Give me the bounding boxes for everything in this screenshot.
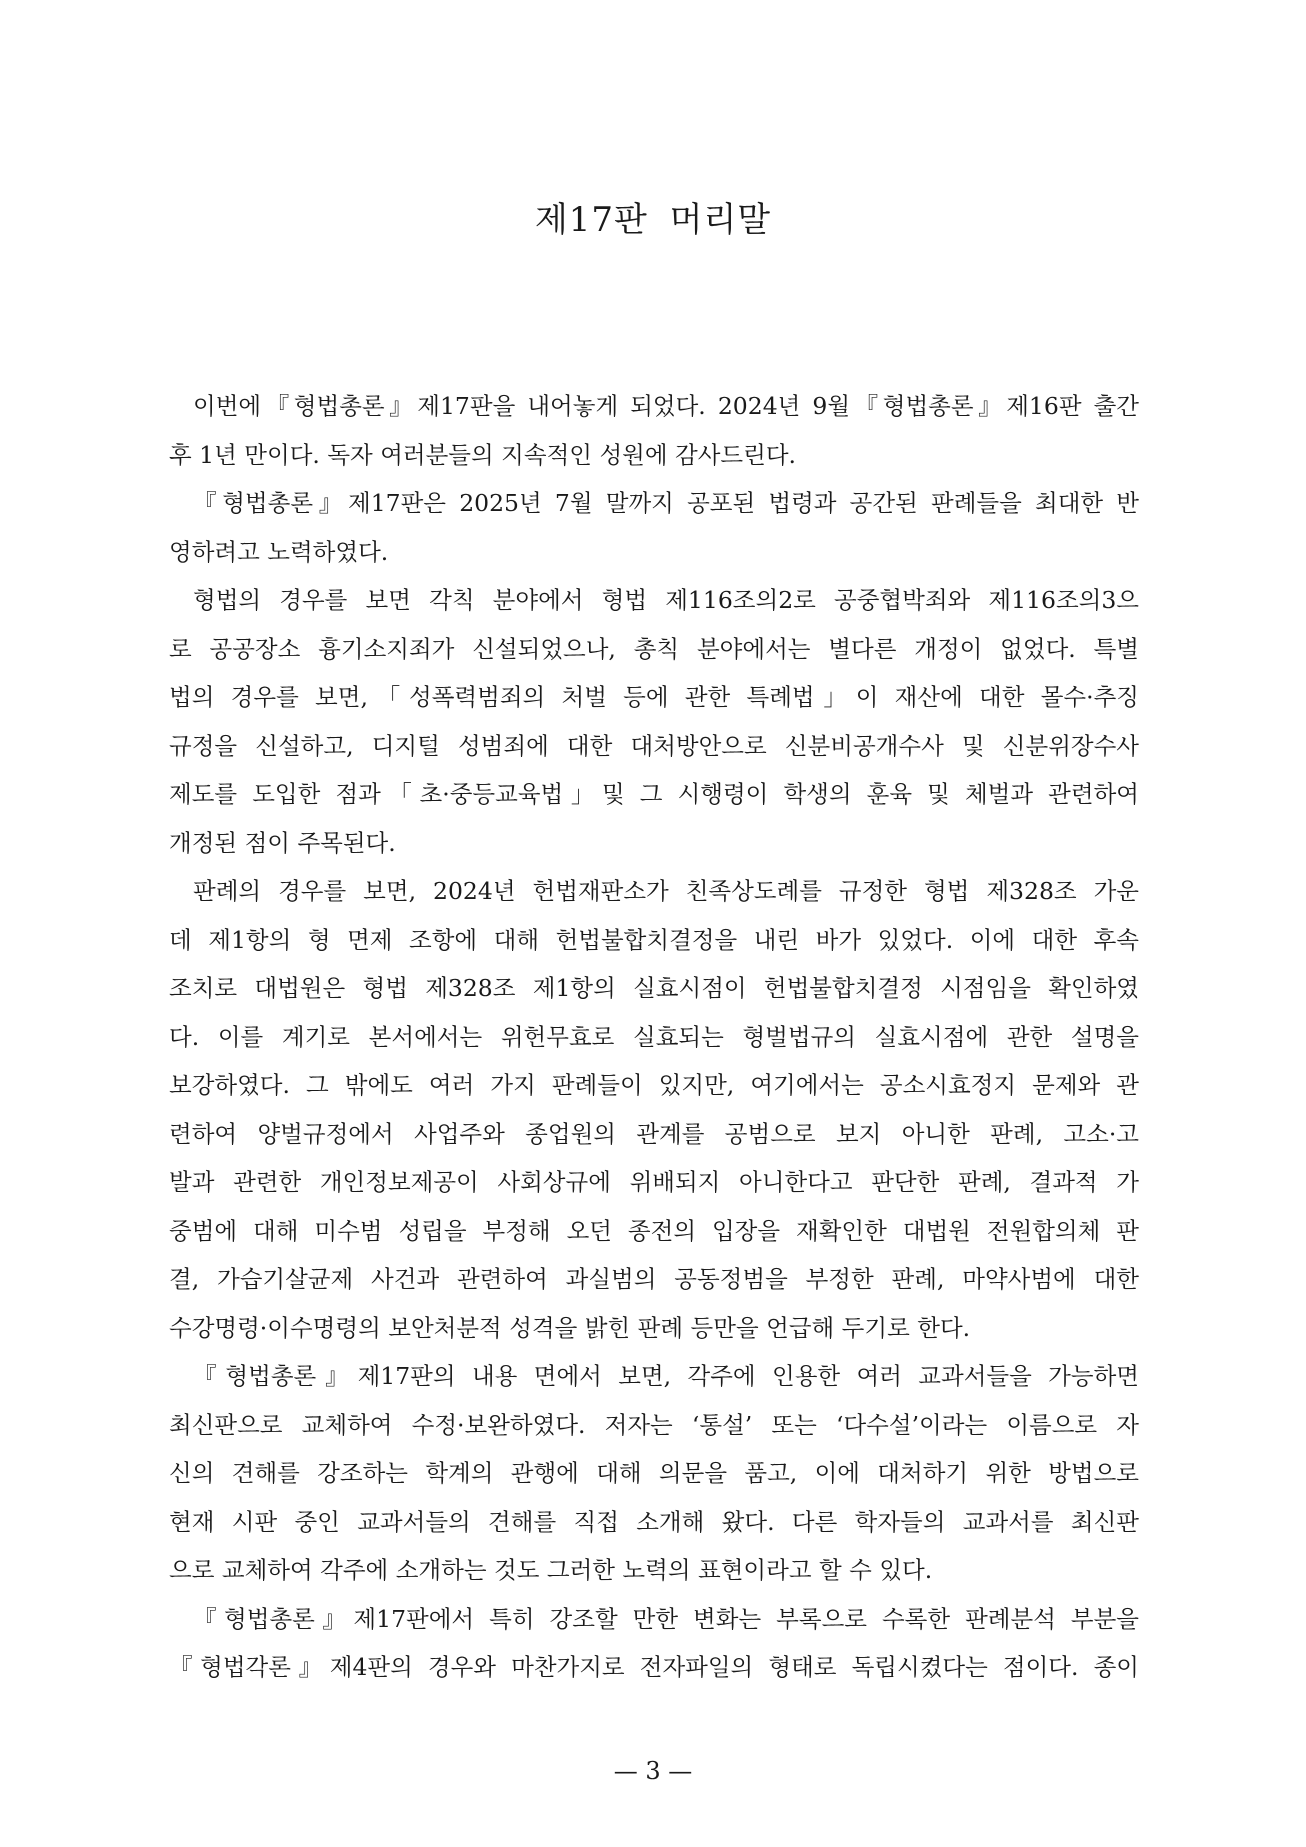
- text-line: 『형법각론』제4판의 경우와 마찬가지로 전자파일의 형태로 독립시켰다는 점이다. 종이: [169, 1653, 1139, 1681]
- text-line: 『형법총론』제17판은 2025년 7월 말까지 공포된 법령과 공간된 판례들을 최대한 반: [193, 489, 1139, 517]
- text-line: 영하려고 노력하였다.: [169, 537, 389, 566]
- text-line: 『형법총론』제17판에서 특히 강조할 만한 변화는 부록으로 수록한 판례분석 부분을: [193, 1604, 1139, 1633]
- text-line: 로 공공장소 흉기소지죄가 신설되었으나, 총칙 분야에서는 별다른 개정이 없었다. 특별: [169, 634, 1139, 663]
- text-line: 규정을 신설하고, 디지털 성범죄에 대한 대처방안으로 신분비공개수사 및 신분위장수사: [169, 731, 1139, 760]
- text-line: 다. 이를 계기로 본서에서는 위헌무효로 실효되는 형벌법규의 실효시점에 관한 설명을: [169, 1022, 1139, 1051]
- text-line: 신의 견해를 강조하는 학계의 관행에 대해 의문을 품고, 이에 대처하기 위한 방법으로: [169, 1459, 1139, 1487]
- text-line: 데 제1항의 형 면제 조항에 대해 헌법불합치결정을 내린 바가 있었다. 이에 대한 후속: [169, 925, 1139, 954]
- text-line: 최신판으로 교체하여 수정·보완하였다. 저자는 ‘통설’ 또는 ‘다수설’이라는 이름으로 자: [169, 1410, 1139, 1439]
- text-line: 개정된 점이 주목된다.: [169, 828, 396, 857]
- preface-body: [169, 382, 1139, 1692]
- text-line: 이번에『형법총론』제17판을 내어놓게 되었다. 2024년 9월『형법총론』제16판 출간: [193, 392, 1139, 420]
- text-line: 후 1년 만이다. 독자 여러분들의 지속적인 성원에 감사드린다.: [169, 440, 797, 469]
- text-line: 결, 가습기살균제 사건과 관련하여 과실범의 공동정범을 부정한 판례, 마약사범에 대한: [169, 1265, 1139, 1293]
- text-line: 판례의 경우를 보면, 2024년 헌법재판소가 친족상도례를 규정한 형법 제328조 가운: [193, 877, 1139, 905]
- text-line: 형법의 경우를 보면 각칙 분야에서 형법 제116조의2로 공중협박죄와 제116조의3으: [193, 586, 1139, 614]
- text-line: 으로 교체하여 각주에 소개하는 것도 그러한 노력의 표현이라고 할 수 있다.: [169, 1556, 933, 1584]
- page-title: 제17판 머리말: [534, 200, 772, 240]
- text-line: 조치로 대법원은 형법 제328조 제1항의 실효시점이 헌법불합치결정 시점임을 확인하였: [169, 974, 1139, 1002]
- text-line: 현재 시판 중인 교과서들의 견해를 직접 소개해 왔다. 다른 학자들의 교과서를 최신판: [169, 1507, 1139, 1536]
- text-line: 보강하였다. 그 밖에도 여러 가지 판례들이 있지만, 여기에서는 공소시효정지 문제와 관: [169, 1071, 1139, 1099]
- text-line: 『형법총론』제17판의 내용 면에서 보면, 각주에 인용한 여러 교과서들을 가능하면: [193, 1362, 1139, 1390]
- page-number: — 3 —: [613, 1757, 693, 1785]
- text-line: 발과 관련한 개인정보제공이 사회상규에 위배되지 아니한다고 판단한 판례, 결과적 가: [169, 1168, 1139, 1196]
- text-line: 련하여 양벌규정에서 사업주와 종업원의 관계를 공범으로 보지 아니한 판례, 고소·고: [169, 1119, 1139, 1148]
- text-line: 제도를 도입한 점과「초·중등교육법」및 그 시행령이 학생의 훈육 및 체벌과 관련하여: [169, 780, 1139, 808]
- text-line: 중범에 대해 미수범 성립을 부정해 오던 종전의 입장을 재확인한 대법원 전원합의체 판: [169, 1216, 1139, 1245]
- text-line: 법의 경우를 보면,「성폭력범죄의 처벌 등에 관한 특례법」이 재산에 대한 몰수·추징: [169, 683, 1139, 711]
- text-line: 수강명령·이수명령의 보안처분적 성격을 밝힌 판례 등만을 언급해 두기로 한다.: [169, 1313, 971, 1342]
